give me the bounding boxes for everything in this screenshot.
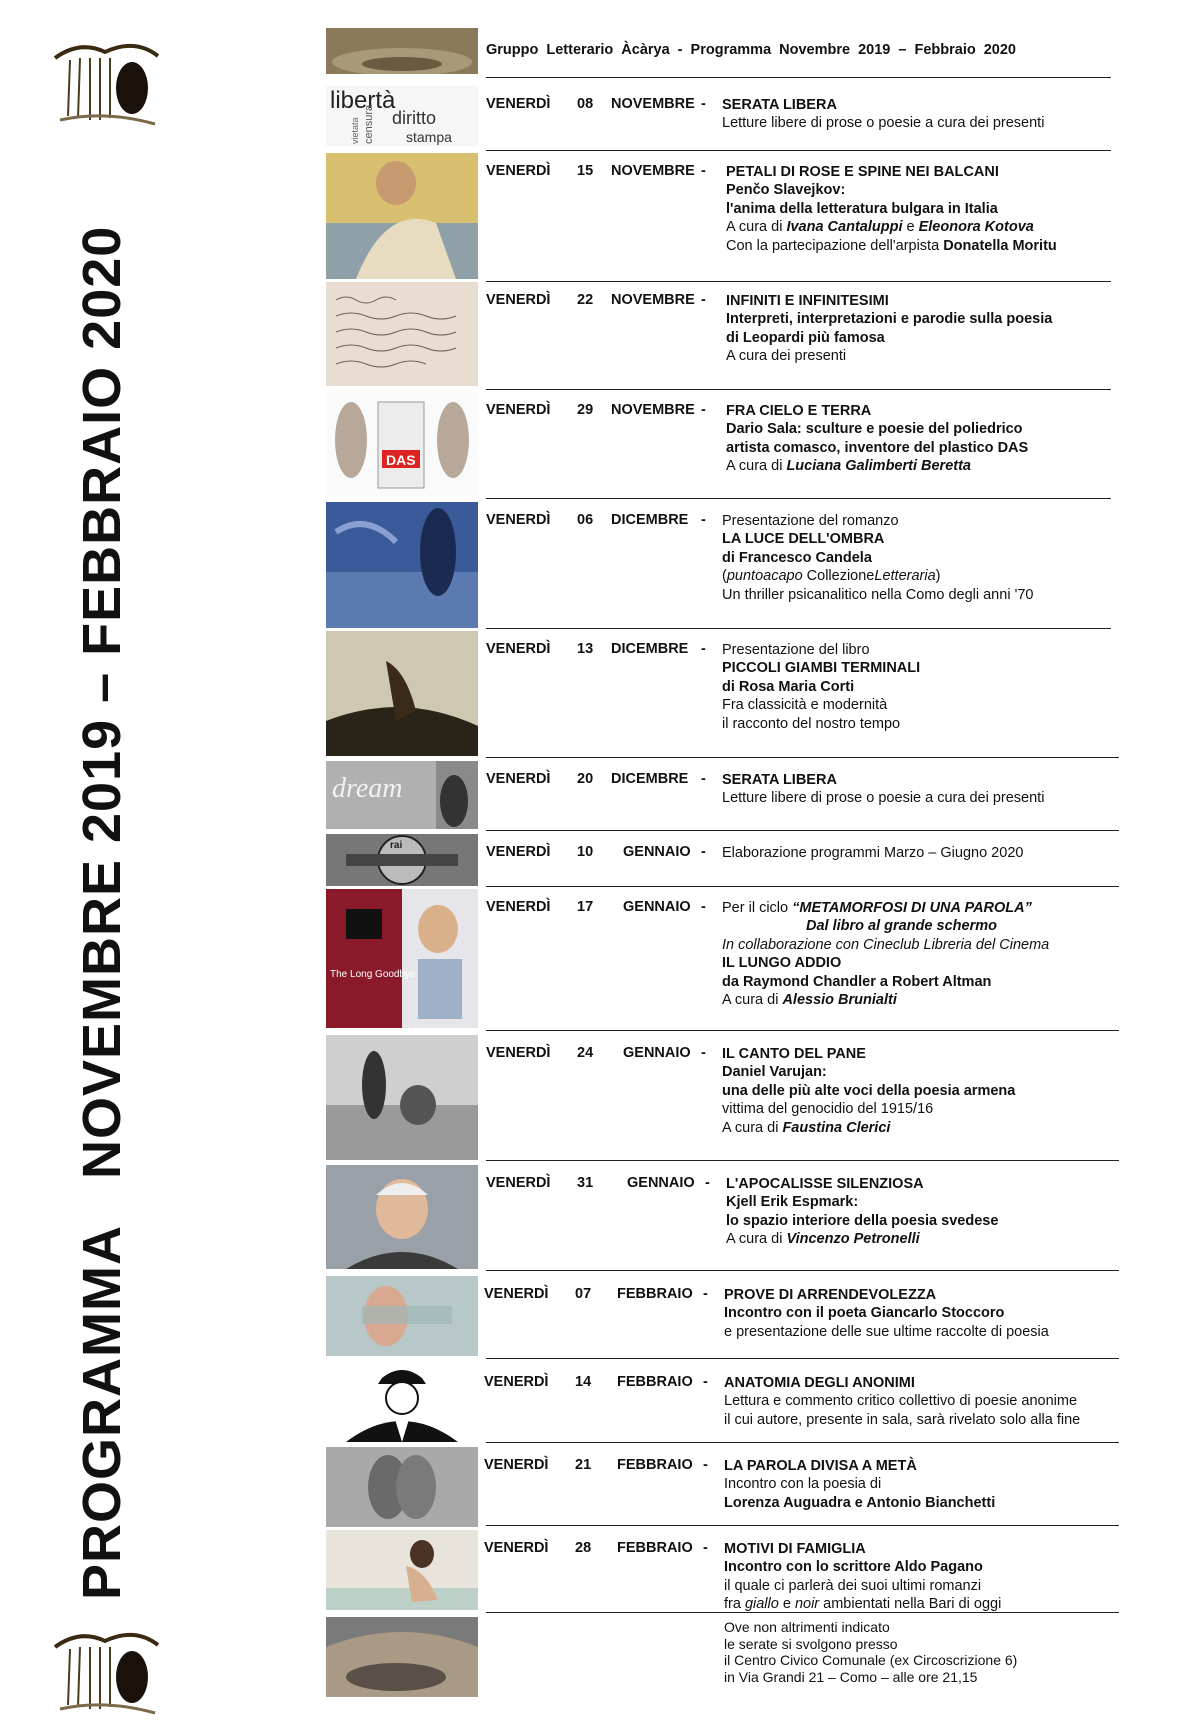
event-row: The Long Goodbye VENERDÌ 17 GENNAIO - Per il ciclo “METAMORFOSI DI UNA PAROLA” Dal libro al grande schermo In collaborazione con Cineclub Libreria del Cinema IL LUNGO ADDIO da Raymond Chandler a Robert Altman A cura di Alessio Brunialti	[326, 889, 1116, 1028]
event-row: VENERDÌ 15 NOVEMBRE - PETALI DI ROSE E SPINE NEI BALCANI Penčo Slavejkov: l'anima della letteratura bulgara in Italia A cura di Ivana Cantaluppi e Eleonora Kotova Con la partecipazione dell'arpista Donatella Moritu	[326, 153, 1116, 279]
event-row: dream VENERDÌ 20 DICEMBRE - SERATA LIBERA Letture libere di prose o poesie a cura dei presenti	[326, 761, 1116, 829]
thumb-word: libertà	[330, 87, 396, 114]
header-row	[326, 28, 1116, 76]
thumb-word: dream	[332, 773, 403, 804]
event-title: INFINITI E INFINITESIMI	[726, 293, 889, 309]
bw-photo-thumbnail	[326, 1035, 478, 1160]
collage-face-thumbnail	[326, 1276, 478, 1356]
event-title: ANATOMIA DEGLI ANONIMI	[724, 1375, 915, 1391]
event-title: IL LUNGO ADDIO	[722, 955, 842, 972]
thumb-word: censura	[363, 104, 375, 144]
event-title: Elaborazione programmi Marzo – Giugno 2020	[722, 845, 1024, 861]
cycle-title: “METAMORFOSI DI UNA PAROLA”	[792, 900, 1032, 916]
amphitheatre-column-logo-icon	[50, 1617, 160, 1727]
vertical-page-title: PROGRAMMA NOVEMBRE 2019 – FEBBRAIO 2020	[72, 225, 132, 1600]
thumb-word: stampa	[406, 129, 452, 145]
event-title: SERATA LIBERA	[722, 97, 837, 113]
thumb-word: vietata	[350, 117, 360, 144]
masks-and-das-box-thumbnail	[326, 392, 478, 496]
event-row: libertà diritto stampa censura vietata VENERDÌ 08 NOVEMBRE - SERATA LIBERA Letture libere di prose o poesie a cura dei presenti	[326, 86, 1116, 150]
event-row: VENERDÌ 07 FEBBRAIO - PROVE DI ARRENDEVOLEZZA Incontro con il poeta Giancarlo Stoccoro e presentazione delle sue ultime raccolte di poesia	[326, 1276, 1116, 1358]
portrait-photo-thumbnail	[326, 1165, 478, 1269]
janus-sculpture-thumbnail	[326, 1447, 478, 1527]
handwritten-manuscript-thumbnail	[326, 282, 478, 386]
page-header: Gruppo Letterario Àcàrya - Programma Novembre 2019 – Febbraio 2020	[486, 42, 1016, 58]
the-long-goodbye-poster-thumbnail	[326, 889, 478, 1028]
event-row: VENERDÌ 31 GENNAIO - L'APOCALISSE SILENZIOSA Kjell Erik Espmark: lo spazio interiore della poesia svedese A cura di Vincenzo Petronelli	[326, 1165, 1116, 1270]
amphitheatre-photo-thumbnail	[326, 28, 478, 74]
event-row: VENERDÌ 21 FEBBRAIO - LA PAROLA DIVISA A METÀ Incontro con la poesia di Lorenza Auguadra e Antonio Bianchetti	[326, 1447, 1116, 1527]
event-row: VENERDÌ 28 FEBBRAIO - MOTIVI DI FAMIGLIA Incontro con lo scrittore Aldo Pagano il quale ci parlerà dei suoi ultimi romanzi fra giallo e noir ambientati nella Bari di oggi	[326, 1530, 1116, 1612]
event-row: VENERDÌ 22 NOVEMBRE - INFINITI E INFINITESIMI Interpreti, interpretazioni e parodie sulla poesia di Leopardi più famosa A cura dei presenti	[326, 282, 1116, 386]
dream-wall-thumbnail	[326, 761, 478, 829]
amphitheatre-column-logo-icon	[50, 28, 160, 138]
footer-note: Ove non altrimenti indicato le serate si svolgono presso il Centro Civico Comunale (ex Circoscrizione 6) in Via Grandi 21 – Como – alle ore 21,15	[724, 1619, 1018, 1685]
thumb-word: DAS	[386, 452, 416, 468]
event-row: DAS VENERDÌ 29 NOVEMBRE - FRA CIELO E TERRA Dario Sala: sculture e poesie del poliedrico artista comasco, inventore del plastico DAS A cura di Luciana Galimberti Beretta	[326, 392, 1116, 496]
event-row: VENERDÌ 14 FEBBRAIO - ANATOMIA DEGLI ANONIMI Lettura e commento critico collettivo di poesie anonime il cui autore, presente in sala, sarà rivelato solo alla fine	[326, 1364, 1116, 1442]
event-title: SERATA LIBERA	[722, 772, 837, 788]
blue-painting-thumbnail	[326, 502, 478, 628]
event-title: MOTIVI DI FAMIGLIA	[724, 1541, 866, 1557]
event-title: LA LUCE DELL'OMBRA	[722, 531, 885, 548]
event-row: VENERDÌ 06 DICEMBRE - Presentazione del romanzo LA LUCE DELL'OMBRA di Francesco Candela (puntoacapo CollezioneLetteraria) Un thriller psicanalitico nella Como degli anni '70	[326, 502, 1116, 628]
event-details: SERATA LIBERA Letture libere di prose o poesie a cura dei presenti	[722, 97, 1045, 132]
tv-test-card-thumbnail	[326, 834, 478, 886]
figure-silhouette-thumbnail	[326, 631, 478, 756]
bowler-hat-man-icon	[326, 1364, 478, 1442]
event-title: IL CANTO DEL PANE	[722, 1046, 866, 1062]
event-row: VENERDÌ 13 DICEMBRE - Presentazione del libro PICCOLI GIAMBI TERMINALI di Rosa Maria Corti Fra classicità e modernità il racconto del nostro tempo	[326, 631, 1116, 756]
event-row: VENERDÌ 24 GENNAIO - IL CANTO DEL PANE Daniel Varujan: una delle più alte voci della poesia armena vittima del genocidio del 1915/16 A cura di Faustina Clerici	[326, 1035, 1116, 1160]
woman-by-sea-thumbnail	[326, 1530, 478, 1610]
thumb-word: The Long Goodbye	[330, 969, 416, 980]
event-title: LA PAROLA DIVISA A METÀ	[724, 1458, 917, 1474]
roman-theatre-photo-thumbnail	[326, 1617, 478, 1697]
painting-portrait-thumbnail	[326, 153, 478, 279]
thumb-word: rai	[390, 840, 403, 851]
libertà-word-cloud-thumbnail	[326, 86, 478, 146]
event-month: NOVEMBRE	[611, 96, 695, 112]
event-title: PROVE DI ARRENDEVOLEZZA	[724, 1287, 937, 1303]
event-title: PETALI DI ROSE E SPINE NEI BALCANI	[726, 164, 999, 180]
event-title: L'APOCALISSE SILENZIOSA	[726, 1176, 924, 1192]
footer-row	[326, 1617, 1116, 1697]
event-title: FRA CIELO E TERRA	[726, 403, 872, 419]
event-day: VENERDÌ	[486, 96, 551, 112]
thumb-word: diritto	[392, 108, 437, 128]
event-row: rai VENERDÌ 10 GENNAIO - Elaborazione programmi Marzo – Giugno 2020	[326, 834, 1116, 886]
event-date-number: 08	[577, 96, 594, 112]
event-title: PICCOLI GIAMBI TERMINALI	[722, 660, 921, 677]
